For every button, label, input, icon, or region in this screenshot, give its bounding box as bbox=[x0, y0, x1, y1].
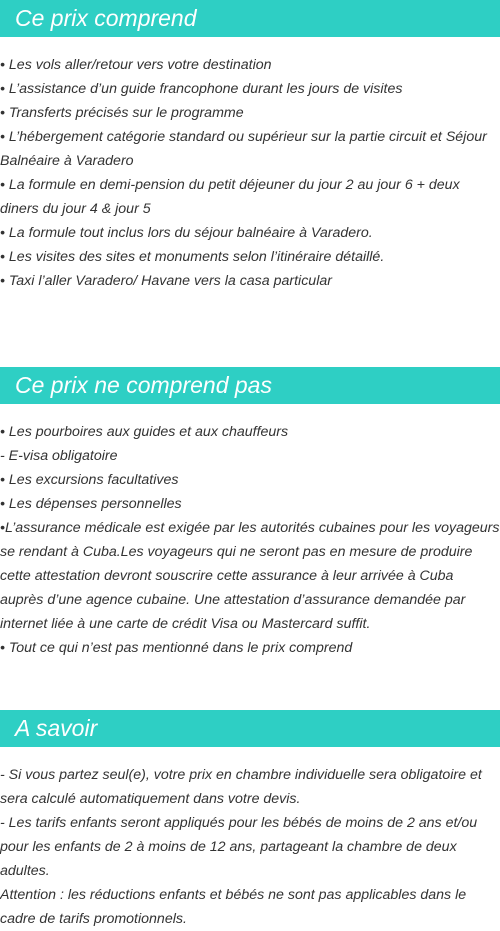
savoir-list bbox=[0, 763, 500, 931]
list-item: • La formule tout inclus lors du séjour balnéaire à Varadero. bbox=[0, 225, 373, 241]
list-item: • L’hébergement catégorie standard ou supérieur sur la partie circuit et Séjour Balnéaire à Varadero bbox=[0, 129, 487, 169]
list-item: - Les tarifs enfants seront appliqués pour les bébés de moins de 2 ans et/ou pour les enfants de 2 à moins de 12 ans, partageant la chambre de deux adultes. bbox=[0, 815, 478, 879]
section-a-savoir bbox=[0, 710, 500, 931]
section-price-excludes bbox=[0, 367, 500, 660]
list-item: • Les dépenses personnelles bbox=[0, 496, 182, 512]
list-item: • Les visites des sites et monuments selon l’itinéraire détaillé. bbox=[0, 249, 385, 265]
list-item: - Si vous partez seul(e), votre prix en chambre individuelle sera obligatoire et sera calculé automatiquement dans votre devis. bbox=[0, 767, 482, 807]
list-item: Attention : les réductions enfants et bébés ne sont pas applicables dans le cadre de tarifs promotionnels. bbox=[0, 887, 467, 927]
list-item: • Les vols aller/retour vers votre destination bbox=[0, 57, 272, 73]
section-title-savoir: A savoir bbox=[0, 710, 500, 747]
list-item: • Transferts précisés sur le programme bbox=[0, 105, 244, 121]
section-price-includes bbox=[0, 0, 500, 293]
list-item: •L’assurance médicale est exigée par les autorités cubaines pour les voyageurs se rendant à Cuba.Les voyageurs qui ne seront pas en mesure de produire cette attestation devront souscrire cette assurance à leur arrivée à Cuba auprès d’une agence cubaine. Une attestation d’assurance demandée par internet liée à une carte de crédit Visa ou Mastercard suffit. bbox=[0, 520, 500, 632]
list-item: • L’assistance d’un guide francophone durant les jours de visites bbox=[0, 81, 403, 97]
list-item: • Tout ce qui n’est pas mentionné dans le prix comprend bbox=[0, 640, 353, 656]
includes-list bbox=[0, 53, 500, 293]
excludes-list bbox=[0, 420, 500, 660]
list-item: - E-visa obligatoire bbox=[0, 448, 118, 464]
list-item: • Les excursions facultatives bbox=[0, 472, 179, 488]
list-item: • Les pourboires aux guides et aux chauffeurs bbox=[0, 424, 289, 440]
list-item: • Taxi l’aller Varadero/ Havane vers la casa particular bbox=[0, 273, 332, 289]
section-title-includes: Ce prix comprend bbox=[0, 0, 500, 37]
section-title-excludes: Ce prix ne comprend pas bbox=[0, 367, 500, 404]
list-item: • La formule en demi-pension du petit déjeuner du jour 2 au jour 6 + deux diners du jour 4 & jour 5 bbox=[0, 177, 460, 217]
